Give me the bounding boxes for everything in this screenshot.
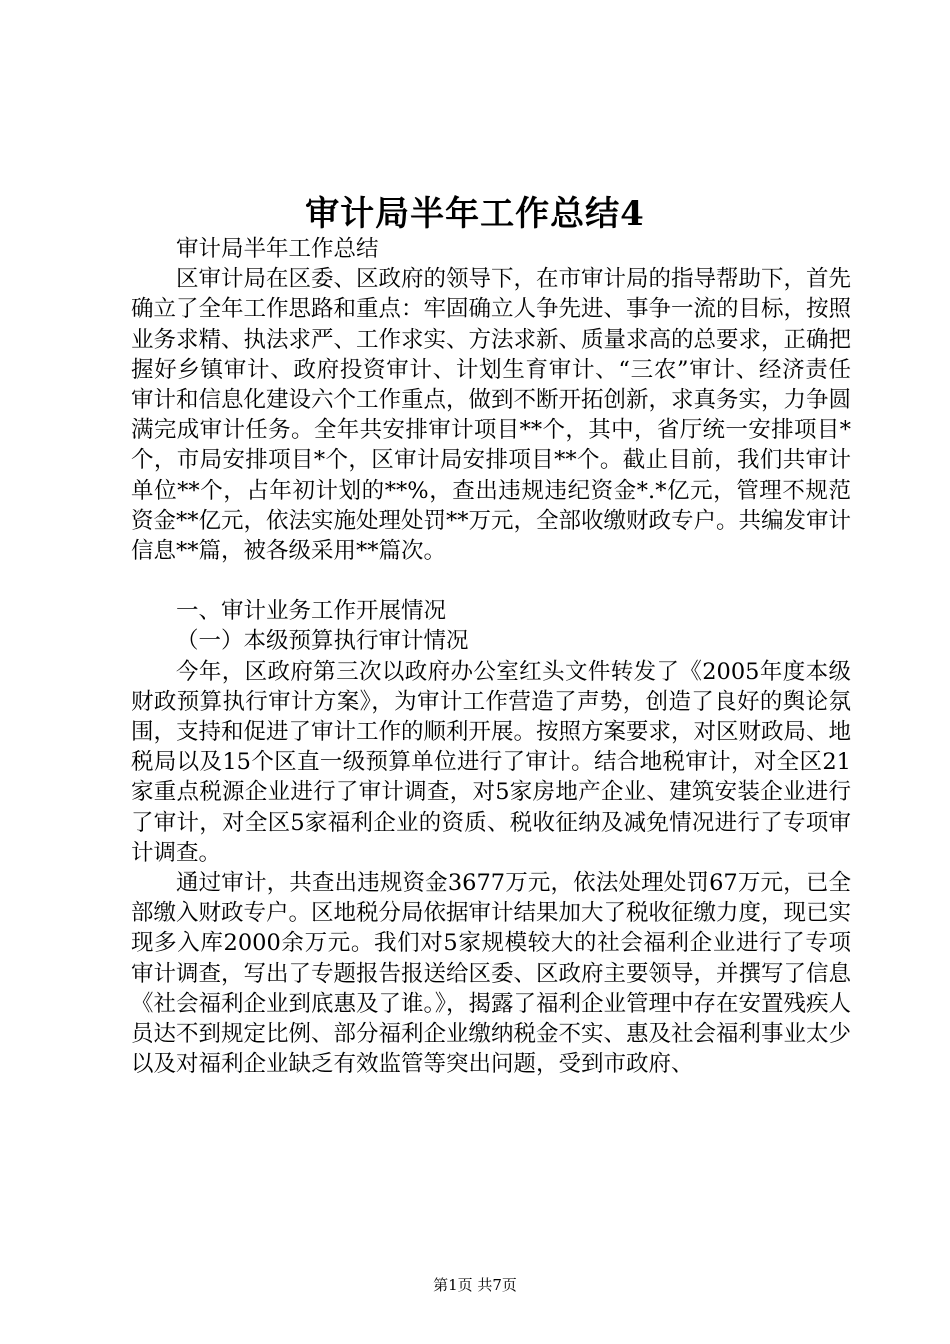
body-paragraph: 今年，区政府第三次以政府办公室红头文件转发了《2005年度本级财政预算执行审计方案》，为审计工作营造了声势，创造了良好的舆论氛围，支持和促进了审计工作的顺利开展。按照方案要求，对区财政局、地税局以及15个区直一级预算单位进行了审计。结合地税审计，对全区21家重点税源企业进行了审计调查，对5家房地产企业、建筑安装企业进行了审计，对全区5家福利企业的资质、税收征纳及减免情况进行了专项审计调查。 bbox=[131, 658, 852, 866]
subtitle-paragraph: 审计局半年工作总结 bbox=[176, 236, 379, 262]
document-body bbox=[131, 234, 851, 1079]
document-title: 审计局半年工作总结4 bbox=[305, 194, 645, 234]
body-paragraph: 通过审计，共查出违规资金3677万元，依法处理处罚67万元，已全部缴入财政专户。区地税分局依据审计结果加大了税收征缴力度，现已实现多入库2000余万元。我们对5家规模较大的社会福利企业进行了专项审计调查，写出了专题报告报送给区委、区政府主要领导，并撰写了信息《社会福利企业到底惠及了谁。》，揭露了福利企业管理中存在安置残疾人员达不到规定比例、部分福利企业缴纳税金不实、惠及社会福利事业太少以及对福利企业缺乏有效监管等突出问题，受到市政府、 bbox=[131, 870, 852, 1078]
page-footer: 第1页 共7页 bbox=[433, 1276, 517, 1294]
subsection-heading: （一）本级预算执行审计情况 bbox=[176, 628, 469, 655]
intro-paragraph: 区审计局在区委、区政府的领导下，在市审计局的指导帮助下，首先确立了全年工作思路和重点：牢固确立人争先进、事争一流的目标，按照业务求精、执法求严、工作求实、方法求新、质量求高的总要求，正确把握好乡镇审计、政府投资审计、计划生育审计、“三农”审计、经济责任审计和信息化建设六个工作重点，做到不断开拓创新，求真务实，力争圆满完成审计任务。全年共安排审计项目**个，其中，省厅统一安排项目*个，市局安排项目*个，区审计局安排项目**个。截止目前，我们共审计单位**个，占年初计划的**%，查出违规违纪资金*.*亿元，管理不规范资金**亿元，依法实施处理处罚**万元，全部收缴财政专户。共编发审计信息**篇，被各级采用**篇次。 bbox=[131, 266, 852, 565]
section-heading: 一、审计业务工作开展情况 bbox=[176, 598, 447, 625]
